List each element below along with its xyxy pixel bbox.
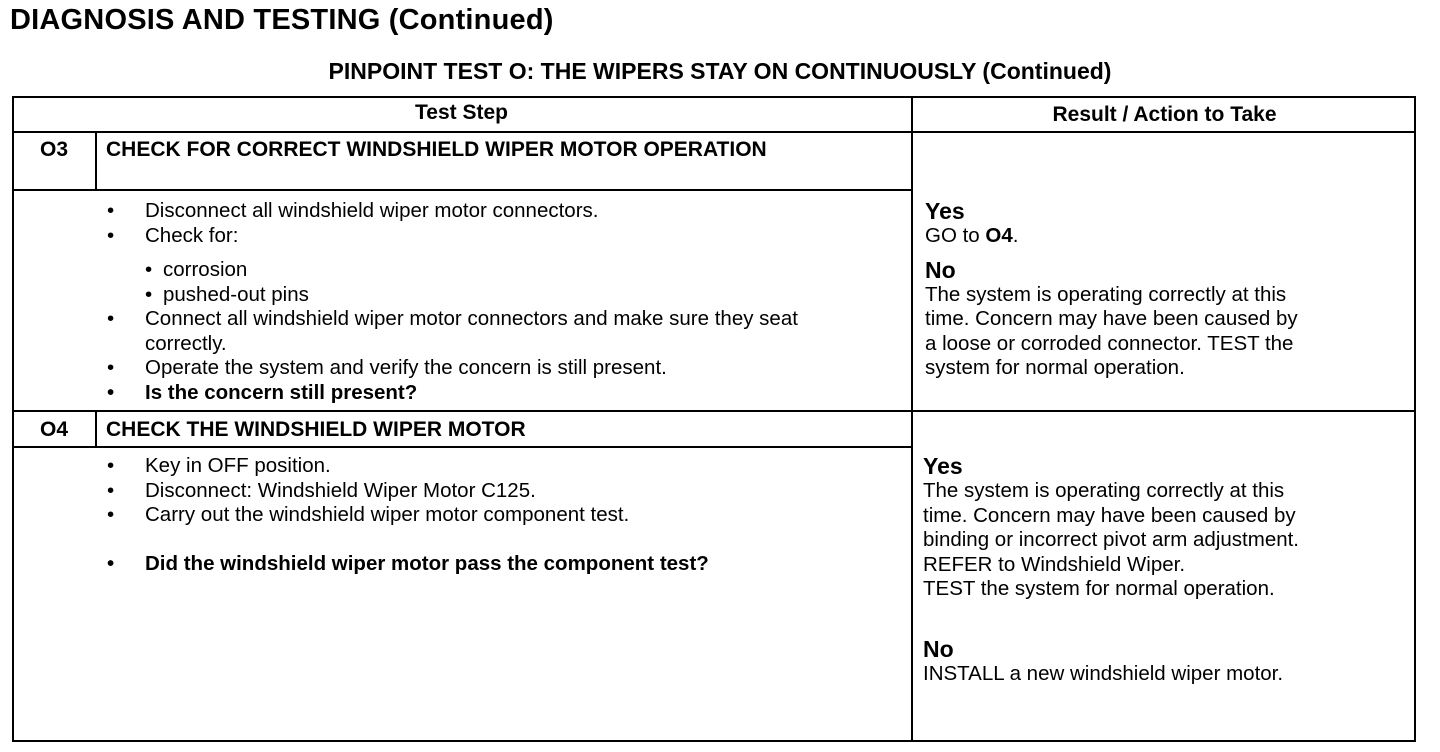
- list-item: • Operate the system and verify the concern is still present.: [107, 356, 667, 379]
- result-yes-text: GO to O4.: [925, 224, 1019, 247]
- list-item: • Disconnect all windshield wiper motor connectors.: [107, 199, 599, 222]
- step-title-o3: CHECK FOR CORRECT WINDSHIELD WIPER MOTOR OPERATION: [106, 138, 767, 161]
- result-no-label: No: [923, 635, 954, 662]
- column-divider: [911, 96, 913, 742]
- table-title: PINPOINT TEST O: THE WIPERS STAY ON CONTINUOUSLY (Continued): [328, 58, 1112, 84]
- list-item: • Connect all windshield wiper motor connectors and make sure they seat correctly.: [107, 307, 798, 355]
- result-no-text: INSTALL a new windshield wiper motor.: [923, 661, 1284, 685]
- step-question-o3: • Is the concern still present?: [107, 380, 418, 404]
- header-test-step: Test Step: [415, 101, 508, 124]
- step-id-o3: O3: [39, 138, 68, 161]
- header-divider: [12, 131, 1416, 133]
- sub-list-item: • corrosion: [145, 258, 248, 281]
- step-id-divider-o3: [95, 131, 97, 191]
- result-no-label: No: [925, 256, 956, 283]
- step-id-o4: O4: [39, 418, 68, 441]
- step-title-o4: CHECK THE WINDSHIELD WIPER MOTOR: [106, 418, 526, 441]
- result-o3: [925, 198, 1405, 381]
- sub-list-item: • pushed-out pins: [145, 282, 309, 306]
- step-instructions-o4: [107, 454, 887, 576]
- step-instructions-o3: [107, 199, 877, 405]
- result-yes-text: The system is operating correctly at this time. Concern may have been caused by binding or incorrect pivot arm adjustment. REFER to Windshield Wiper. TEST the system for normal operation.: [923, 479, 1300, 600]
- result-no-text: The system is operating correctly at this time. Concern may have been caused by a loose or corroded connector. TEST the system for normal operation.: [925, 282, 1298, 379]
- header-result-action: Result / Action to Take: [1052, 103, 1277, 126]
- list-item: • Disconnect: Windshield Wiper Motor C125.: [107, 478, 536, 502]
- list-item: • Check for:: [107, 223, 239, 247]
- page-title: DIAGNOSIS AND TESTING (Continued): [10, 4, 554, 36]
- step-question-o4: • Did the windshield wiper motor pass the component test?: [107, 551, 709, 575]
- step-id-divider-o4: [95, 410, 97, 448]
- list-item: • Key in OFF position.: [107, 454, 331, 477]
- result-yes-label: Yes: [923, 453, 963, 479]
- row-divider: [12, 410, 1416, 412]
- list-item: • Carry out the windshield wiper motor component test.: [107, 503, 630, 526]
- step-title-divider-o4: [12, 446, 911, 448]
- result-yes-label: Yes: [925, 198, 965, 224]
- result-o4: [923, 453, 1403, 686]
- step-title-divider-o3: [12, 189, 911, 191]
